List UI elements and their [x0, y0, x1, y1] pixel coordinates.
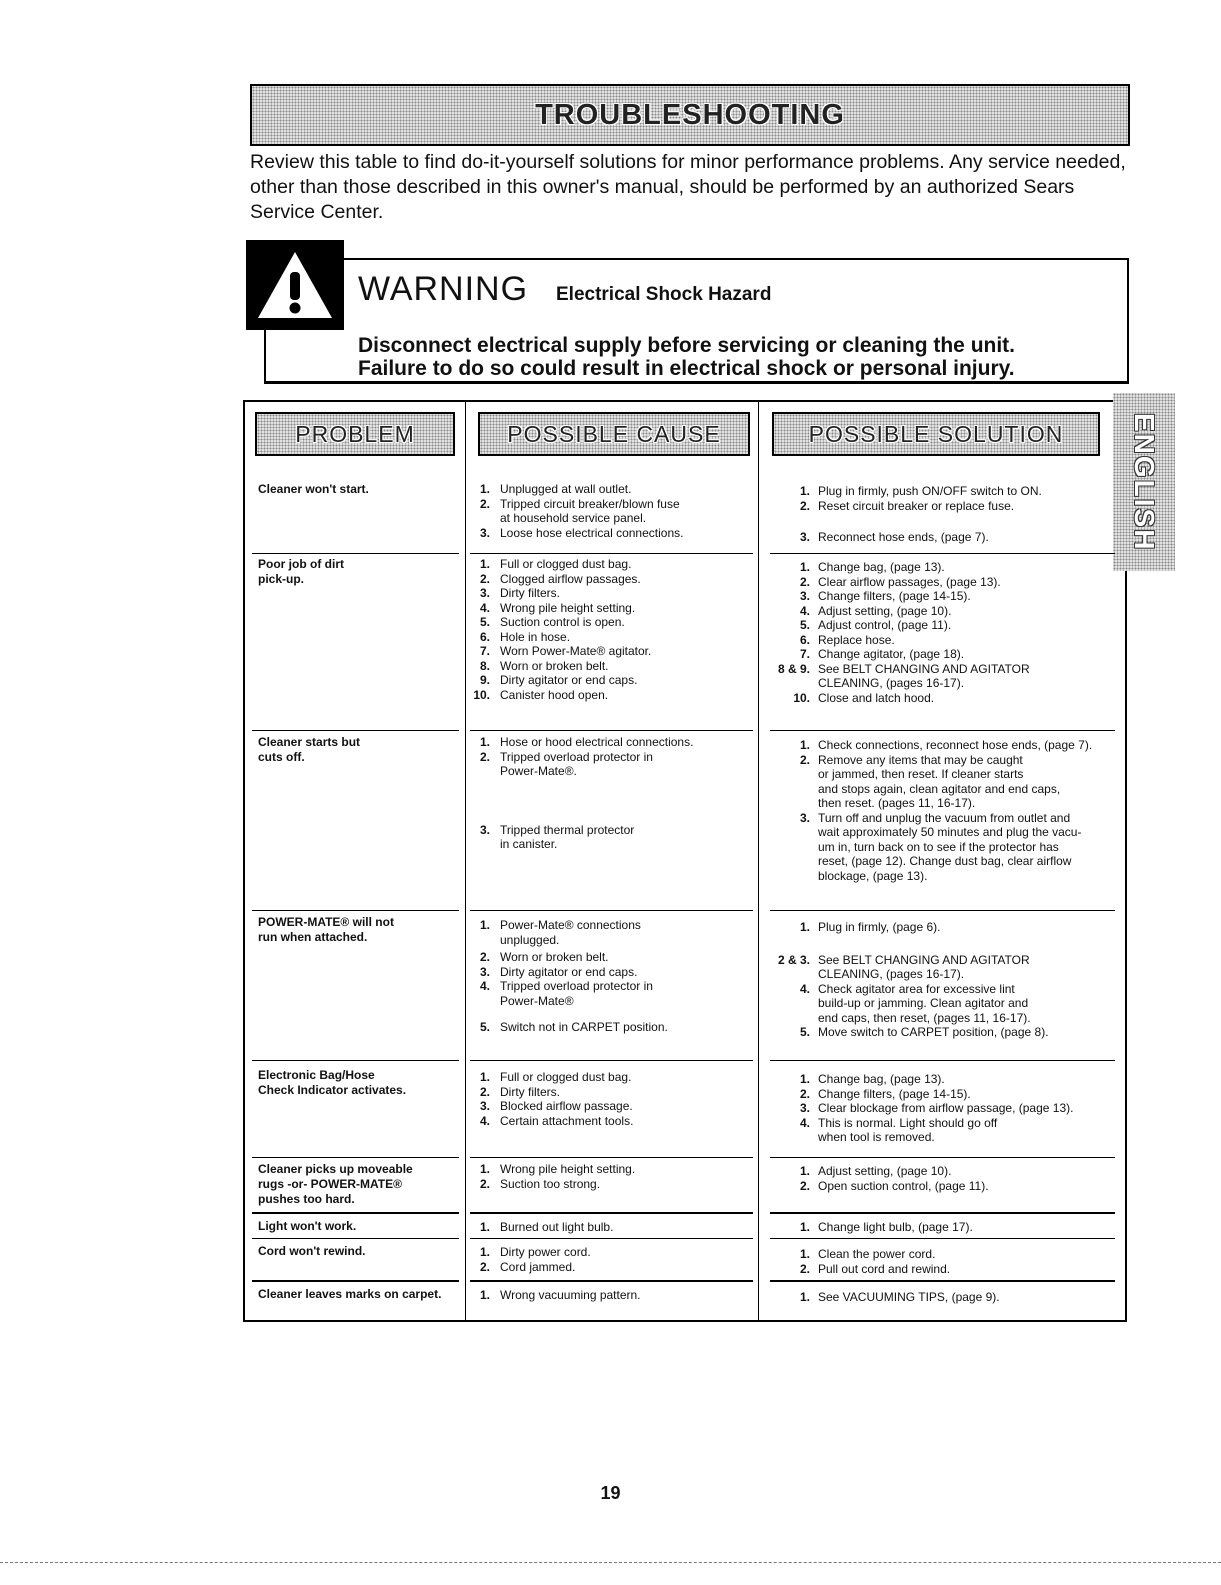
- cause-number: 10.: [473, 687, 490, 702]
- solution-text: Change agitator, (page 18).: [818, 647, 965, 661]
- cause-number: 2.: [479, 950, 490, 964]
- cause-text: Wrong pile height setting.: [500, 600, 636, 615]
- solution-number: 3.: [799, 810, 810, 825]
- cause-text: Canister hood open.: [500, 687, 609, 702]
- header-problem: [255, 412, 455, 456]
- solution-number: 2.: [799, 1086, 810, 1101]
- row-divider: [252, 553, 459, 554]
- solution-item: [770, 618, 1110, 633]
- solution-item: [770, 1220, 1110, 1235]
- cause-number: 5.: [479, 615, 490, 629]
- solution-item: [770, 633, 1110, 648]
- solution-number: 3.: [799, 1101, 810, 1115]
- solution-item: [770, 1087, 1110, 1102]
- solution-number: 2.: [799, 1261, 810, 1276]
- cause-text: Hole in hose.: [500, 629, 571, 644]
- cause-text: Worn or broken belt.: [500, 950, 609, 964]
- solution-number: 1.: [799, 1220, 810, 1234]
- cause-item: [470, 1070, 755, 1085]
- row-divider: [770, 1060, 1115, 1061]
- cause-text: Certain attachment tools.: [500, 1113, 634, 1128]
- solution-text: Adjust setting, (page 10).: [818, 603, 952, 618]
- cause-item: [470, 644, 755, 659]
- cause-item: [470, 1177, 755, 1192]
- solution-item: [770, 1025, 1110, 1040]
- cause-item: [470, 1220, 755, 1235]
- solution-item: [770, 982, 1110, 1026]
- row-divider: [770, 1280, 1115, 1282]
- solution-text: Check agitator area for excessive lint build-up or jamming. Clean agitator and end caps, then reset, (pages 11, 16-17).: [818, 981, 1031, 1025]
- solution-number: 4.: [799, 1115, 810, 1130]
- cause-number: 4.: [479, 1113, 490, 1128]
- cause-number: 1.: [479, 918, 490, 932]
- cause-text: Tripped thermal protector in canister.: [500, 822, 635, 851]
- solution-number: 1.: [799, 560, 810, 574]
- solution-item: [770, 1262, 1110, 1277]
- solution-list: [770, 1072, 1110, 1145]
- cause-number: 1.: [479, 735, 490, 749]
- solution-number: 3.: [799, 530, 810, 544]
- solution-item: [770, 953, 1110, 982]
- cause-item: [470, 630, 755, 645]
- solution-item: [770, 811, 1110, 884]
- solution-item: [770, 1247, 1110, 1262]
- solution-text: Reset circuit breaker or replace fuse.: [818, 498, 1015, 513]
- cause-number: 2.: [479, 1176, 490, 1191]
- solution-text: See BELT CHANGING AND AGITATOR CLEANING, (pages 16-17).: [818, 661, 1030, 690]
- row-divider: [770, 730, 1115, 731]
- cause-item: [470, 1099, 755, 1114]
- cause-text: Wrong pile height setting.: [500, 1162, 636, 1176]
- solution-number: 7.: [799, 647, 810, 661]
- cause-text: Loose hose electrical connections.: [500, 525, 684, 540]
- solution-number: 3.: [799, 589, 810, 603]
- cause-text: Tripped overload protector in Power-Mate®.: [500, 749, 653, 778]
- cause-text: Hose or hood electrical connections.: [500, 735, 694, 749]
- solution-list: [770, 1164, 1110, 1193]
- solution-item: [770, 575, 1110, 590]
- problem-cell: Electronic Bag/Hose Check Indicator activates.: [258, 1068, 407, 1097]
- solution-text: Change bag, (page 13).: [818, 1072, 945, 1086]
- solution-text: Close and latch hood.: [818, 690, 935, 705]
- solution-number: 2 & 3.: [777, 952, 810, 967]
- cause-item: [470, 1085, 755, 1100]
- cause-number: 4.: [479, 979, 490, 993]
- solution-text: Plug in firmly, push ON/OFF switch to ON.: [818, 484, 1042, 498]
- cause-item: [470, 497, 755, 526]
- solution-text: Plug in firmly, (page 6).: [818, 920, 941, 934]
- solution-number: 2.: [799, 498, 810, 513]
- cause-number: 1.: [479, 1245, 490, 1259]
- solution-text: Pull out cord and rewind.: [818, 1261, 951, 1276]
- cause-list: [470, 482, 755, 540]
- cause-number: 1.: [479, 1288, 490, 1302]
- cause-number: 6.: [479, 629, 490, 644]
- problem-cell: Light won't work.: [258, 1219, 357, 1233]
- cause-number: 3.: [479, 964, 490, 979]
- row-divider: [470, 553, 753, 554]
- cause-item: [470, 918, 755, 947]
- cause-item: [470, 1020, 755, 1035]
- solution-number: 4.: [799, 603, 810, 618]
- solution-number: 1.: [799, 1247, 810, 1261]
- solution-text: See VACUUMING TIPS, (page 9).: [818, 1290, 1000, 1304]
- cause-item: [470, 979, 755, 1008]
- cause-text: Dirty filters.: [500, 1084, 560, 1099]
- row-divider: [470, 910, 753, 911]
- cause-number: 8.: [479, 658, 490, 673]
- cause-item: [470, 615, 755, 630]
- solution-text: Clear airflow passages, (page 13).: [818, 574, 1001, 589]
- row-divider: [470, 1238, 753, 1239]
- cause-text: Dirty agitator or end caps.: [500, 673, 638, 687]
- cause-item: [470, 735, 755, 750]
- cause-item: [470, 572, 755, 587]
- cause-text: Suction control is open.: [500, 615, 625, 629]
- cause-text: Cord jammed.: [500, 1259, 576, 1274]
- cause-text: Clogged airflow passages.: [500, 571, 641, 586]
- cause-number: 3.: [479, 1099, 490, 1113]
- header-solution-label: POSSIBLE SOLUTION: [808, 420, 1064, 447]
- cause-text: Wrong vacuuming pattern.: [500, 1288, 641, 1302]
- cause-list: [470, 1245, 755, 1274]
- solution-number: 1.: [799, 1164, 810, 1178]
- cause-number: 1.: [479, 1070, 490, 1084]
- cause-list: [470, 557, 755, 702]
- cause-number: 3.: [479, 586, 490, 600]
- cause-number: 2.: [479, 1084, 490, 1099]
- cause-list: [470, 735, 755, 852]
- solution-text: Remove any items that may be caught or jammed, then reset. If cleaner starts and stops again, clean agitator and end caps, then reset. (pages 11, 16-17).: [818, 752, 1061, 810]
- solution-text: Reconnect hose ends, (page 7).: [818, 530, 989, 544]
- solution-item: [770, 1290, 1110, 1305]
- solution-item: [770, 560, 1110, 575]
- cause-number: 2.: [479, 571, 490, 586]
- row-divider: [470, 1157, 753, 1158]
- cause-item: [470, 688, 755, 703]
- solution-text: Clean the power cord.: [818, 1247, 936, 1261]
- solution-item: [770, 1116, 1110, 1145]
- cause-text: Tripped overload protector in Power-Mate®: [500, 979, 653, 1008]
- solution-text: This is normal. Light should go off when tool is removed.: [818, 1115, 998, 1144]
- cause-item: [470, 601, 755, 616]
- problem-cell: POWER-MATE® will not run when attached.: [258, 915, 394, 944]
- cause-item: [470, 659, 755, 674]
- cause-text: Worn Power-Mate® agitator.: [500, 644, 652, 658]
- solution-number: 5.: [799, 1025, 810, 1039]
- cause-number: 1.: [479, 1162, 490, 1176]
- cause-item: [470, 823, 755, 852]
- solution-text: Turn off and unplug the vacuum from outlet and wait approximately 50 minutes and plug the vacu- um in, turn back on to see if the protector has reset, (page 12). Change dust bag, clear airflow blockage, (page 13).: [818, 810, 1082, 883]
- solution-item: [770, 499, 1110, 514]
- warning-icon-block: [246, 240, 344, 330]
- solution-text: See BELT CHANGING AND AGITATOR CLEANING, (pages 16-17).: [818, 952, 1030, 981]
- solution-text: Adjust setting, (page 10).: [818, 1164, 952, 1178]
- solution-item: [770, 647, 1110, 662]
- solution-number: 10.: [793, 690, 810, 705]
- solution-item: [770, 589, 1110, 604]
- problem-cell: Cleaner leaves marks on carpet.: [258, 1287, 442, 1301]
- warning-triangle-icon: [254, 248, 336, 322]
- page-title: TROUBLESHOOTING: [535, 98, 845, 131]
- row-divider: [252, 1157, 459, 1158]
- solution-list: [770, 484, 1110, 545]
- cause-list: [470, 1162, 755, 1191]
- cause-list: [470, 918, 755, 1035]
- cause-text: Dirty agitator or end caps.: [500, 964, 638, 979]
- row-divider: [470, 1060, 753, 1061]
- cause-text: Blocked airflow passage.: [500, 1099, 633, 1113]
- cause-item: [470, 526, 755, 541]
- header-cause-label: POSSIBLE CAUSE: [507, 420, 721, 447]
- column-divider: [758, 400, 759, 1322]
- row-divider: [770, 1238, 1115, 1239]
- row-divider: [252, 1238, 459, 1239]
- solution-list: [770, 920, 1110, 1040]
- solution-list: [770, 560, 1110, 705]
- cause-text: Switch not in CARPET position.: [500, 1020, 668, 1034]
- solution-text: Change light bulb, (page 17).: [818, 1220, 973, 1234]
- solution-number: 2.: [799, 574, 810, 589]
- row-divider: [770, 1212, 1115, 1214]
- row-divider: [770, 910, 1115, 911]
- solution-item: [770, 1101, 1110, 1116]
- solution-number: 1.: [799, 1072, 810, 1086]
- solution-item: [770, 753, 1110, 811]
- warning-subheading: Electrical Shock Hazard: [556, 284, 772, 305]
- solution-list: [770, 1220, 1110, 1235]
- solution-text: Clear blockage from airflow passage, (page 13).: [818, 1101, 1074, 1115]
- cause-item: [470, 673, 755, 688]
- solution-item: [770, 1179, 1110, 1194]
- solution-item: [770, 691, 1110, 706]
- intro-paragraph: Review this table to find do-it-yourself solutions for minor performance problems. Any service needed, other than those described in this owner's manual, should be performed by an authorized Sears Service Center.: [250, 151, 1126, 223]
- solution-text: Replace hose.: [818, 632, 895, 647]
- cause-text: Unplugged at wall outlet.: [500, 482, 632, 496]
- problem-cell: Cleaner picks up moveable rugs -or- POWER-MATE® pushes too hard.: [258, 1162, 413, 1206]
- solution-text: Move switch to CARPET position, (page 8).: [818, 1025, 1049, 1039]
- cause-number: 9.: [479, 673, 490, 687]
- problem-cell: Cleaner starts but cuts off.: [258, 735, 361, 764]
- problem-cell: Cord won't rewind.: [258, 1244, 366, 1258]
- cause-number: 3.: [479, 525, 490, 540]
- cause-item: [470, 750, 755, 779]
- cause-item: [470, 1260, 755, 1275]
- cause-number: 1.: [479, 482, 490, 496]
- solution-number: 1.: [799, 920, 810, 934]
- solution-number: 1.: [799, 484, 810, 498]
- problem-cell: Poor job of dirt pick-up.: [258, 557, 344, 586]
- row-divider: [252, 910, 459, 911]
- solution-number: 6.: [799, 632, 810, 647]
- column-divider: [465, 400, 466, 1322]
- solution-number: 8 & 9.: [777, 661, 810, 676]
- cause-item: [470, 557, 755, 572]
- solution-item: [770, 920, 1110, 935]
- solution-number: 2.: [799, 1178, 810, 1193]
- solution-number: 5.: [799, 618, 810, 632]
- row-divider: [252, 1280, 459, 1282]
- cause-text: Worn or broken belt.: [500, 658, 609, 673]
- solution-list: [770, 738, 1110, 883]
- cause-text: Full or clogged dust bag.: [500, 557, 632, 571]
- page-number: 19: [600, 1483, 621, 1503]
- cause-item: [470, 1162, 755, 1177]
- solution-list: [770, 1290, 1110, 1305]
- page-bottom-rule: [0, 1562, 1221, 1563]
- header-problem-label: PROBLEM: [295, 420, 415, 447]
- cause-number: 2.: [479, 1259, 490, 1274]
- solution-text: Change bag, (page 13).: [818, 560, 945, 574]
- cause-item: [470, 1288, 755, 1303]
- solution-text: Open suction control, (page 11).: [818, 1178, 989, 1193]
- row-divider: [470, 730, 753, 731]
- row-divider: [252, 730, 459, 731]
- cause-text: Dirty filters.: [500, 586, 560, 600]
- solution-item: [770, 738, 1110, 753]
- cause-list: [470, 1288, 755, 1303]
- row-divider: [770, 1157, 1115, 1158]
- cause-text: Power-Mate® connections unplugged.: [500, 918, 641, 947]
- cause-item: [470, 1245, 755, 1260]
- cause-text: Burned out light bulb.: [500, 1220, 614, 1234]
- solution-item: [770, 1072, 1110, 1087]
- cause-number: 5.: [479, 1020, 490, 1034]
- cause-number: 4.: [479, 600, 490, 615]
- cause-list: [470, 1070, 755, 1128]
- solution-number: 2.: [799, 752, 810, 767]
- warning-line-2: Failure to do so could result in electrical shock or personal injury.: [358, 357, 1015, 380]
- cause-number: 3.: [479, 822, 490, 837]
- language-tab: [1113, 393, 1175, 571]
- solution-text: Check connections, reconnect hose ends, (page 7).: [818, 738, 1093, 752]
- row-divider: [770, 553, 1115, 554]
- cause-item: [470, 482, 755, 497]
- row-divider: [252, 1212, 459, 1214]
- cause-item: [470, 586, 755, 601]
- solution-text: Change filters, (page 14-15).: [818, 589, 971, 603]
- cause-number: 2.: [479, 496, 490, 511]
- solution-item: [770, 1164, 1110, 1179]
- language-tab-label: ENGLISH: [1129, 412, 1160, 552]
- cause-text: Suction too strong.: [500, 1176, 601, 1191]
- cause-number: 1.: [479, 1220, 490, 1234]
- header-possible-cause: [478, 412, 750, 456]
- cause-item: [470, 950, 755, 965]
- solution-number: 1.: [799, 738, 810, 752]
- row-divider: [252, 1060, 459, 1061]
- cause-text: Dirty power cord.: [500, 1245, 591, 1259]
- solution-number: 1.: [799, 1290, 810, 1304]
- solution-item: [770, 484, 1110, 499]
- solution-text: Adjust control, (page 11).: [818, 618, 952, 632]
- cause-number: 1.: [479, 557, 490, 571]
- problem-cell: Cleaner won't start.: [258, 482, 369, 496]
- warning-line-1: Disconnect electrical supply before servicing or cleaning the unit.: [358, 334, 1016, 357]
- row-divider: [470, 1280, 753, 1282]
- title-banner: [250, 84, 1130, 146]
- cause-item: [470, 1114, 755, 1129]
- solution-number: 4.: [799, 981, 810, 996]
- cause-number: 7.: [479, 644, 490, 658]
- solution-text: Change filters, (page 14-15).: [818, 1086, 971, 1101]
- row-divider: [470, 1212, 753, 1214]
- cause-text: Full or clogged dust bag.: [500, 1070, 632, 1084]
- header-possible-solution: [772, 412, 1100, 456]
- solution-list: [770, 1247, 1110, 1276]
- solution-item: [770, 530, 1110, 545]
- cause-number: 2.: [479, 749, 490, 764]
- cause-text: Tripped circuit breaker/blown fuse at household service panel.: [500, 496, 680, 525]
- cause-list: [470, 1220, 755, 1235]
- solution-item: [770, 604, 1110, 619]
- solution-item: [770, 662, 1110, 691]
- cause-item: [470, 965, 755, 980]
- warning-heading: WARNING: [358, 270, 529, 308]
